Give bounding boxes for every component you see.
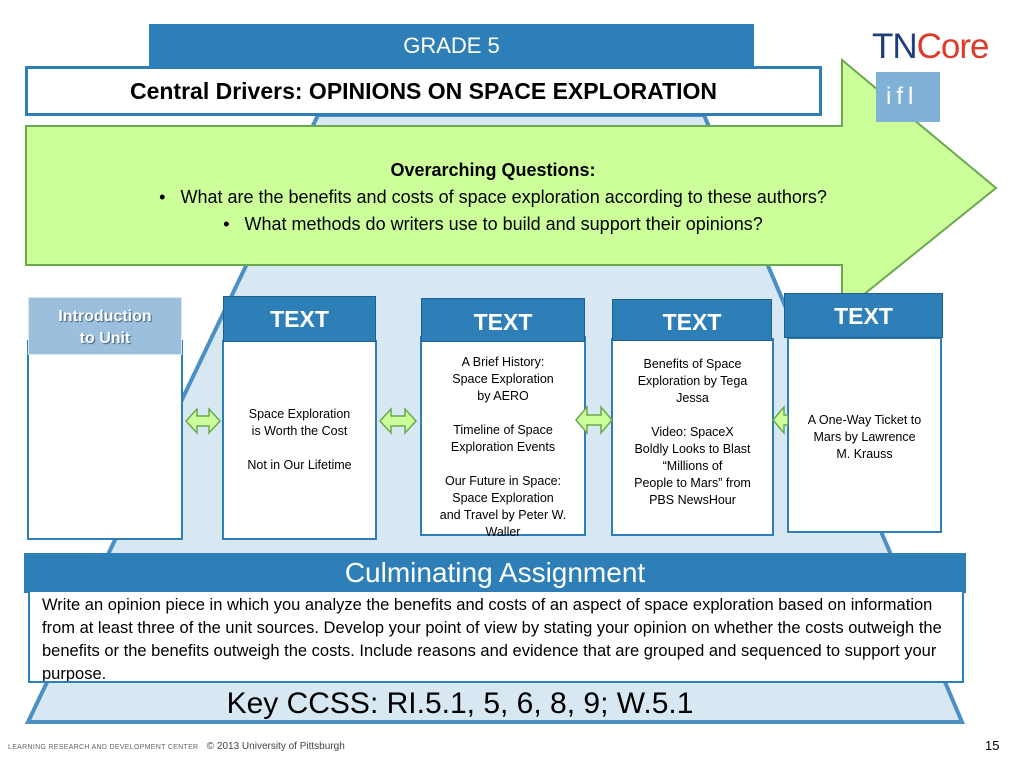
culminating-heading: Culminating Assignment <box>24 553 966 593</box>
overarching-question: • What are the benefits and costs of space exploration according to these authors? <box>159 187 827 207</box>
logo-tn-text: TN <box>872 27 917 66</box>
text-card-body: Space Exploration is Worth the Cost Not in Our Lifetime <box>222 340 377 540</box>
text-card-body: A Brief History: Space Exploration by AERO Timeline of Space Exploration Events Our Future in Space: Space Exploration and Travel by Peter W. Waller <box>420 336 586 536</box>
intro-label: Introduction to Unit <box>28 297 182 355</box>
culminating-body: Write an opinion piece in which you analyze the benefits and costs of an aspect of space exploration based on information from at least three of the unit sources. Develop your point of view by stating your opinion on whether the costs outweigh the benefits or the benefits outweigh the costs. Include reasons and evidence that are grouped and sequenced to support your purpose. <box>28 590 964 683</box>
text-card-body: A One-Way Ticket to Mars by Lawrence M. Krauss <box>787 337 942 533</box>
double-arrow-icon <box>185 406 221 436</box>
text-card-header: TEXT <box>223 296 376 342</box>
text-card-body: Benefits of Space Exploration by Tega Jessa Video: SpaceX Boldly Looks to Blast “Millions of People to Mars” from PBS NewsHour <box>611 338 774 536</box>
text-card-header: TEXT <box>612 299 772 341</box>
overarching-heading: Overarching Questions: <box>390 160 596 180</box>
page-number: 15 <box>985 738 1000 753</box>
double-arrow-icon <box>379 406 417 436</box>
logo-core-text: Core <box>916 27 989 66</box>
footer-org: LEARNING RESEARCH AND DEVELOPMENT CENTER <box>8 744 199 751</box>
text-card-header: TEXT <box>421 298 585 342</box>
overarching-question: • What methods do writers use to build and support their opinions? <box>223 214 763 234</box>
overarching-questions <box>28 120 958 265</box>
text-card-header: TEXT <box>784 293 943 338</box>
key-ccss: Key CCSS: RI.5.1, 5, 6, 8, 9; W.5.1 <box>226 687 694 720</box>
grade-banner: GRADE 5 <box>149 24 754 68</box>
footer <box>8 741 345 752</box>
double-arrow-icon <box>575 404 613 436</box>
arrow-left-icon <box>772 404 788 436</box>
slide-title: Central Drivers: OPINIONS ON SPACE EXPLORATION <box>25 66 822 116</box>
tncore-logo <box>872 27 989 67</box>
intro-box <box>27 340 183 540</box>
footer-copyright: © 2013 University of Pittsburgh <box>206 741 345 752</box>
ifl-logo: ifl <box>876 72 940 122</box>
